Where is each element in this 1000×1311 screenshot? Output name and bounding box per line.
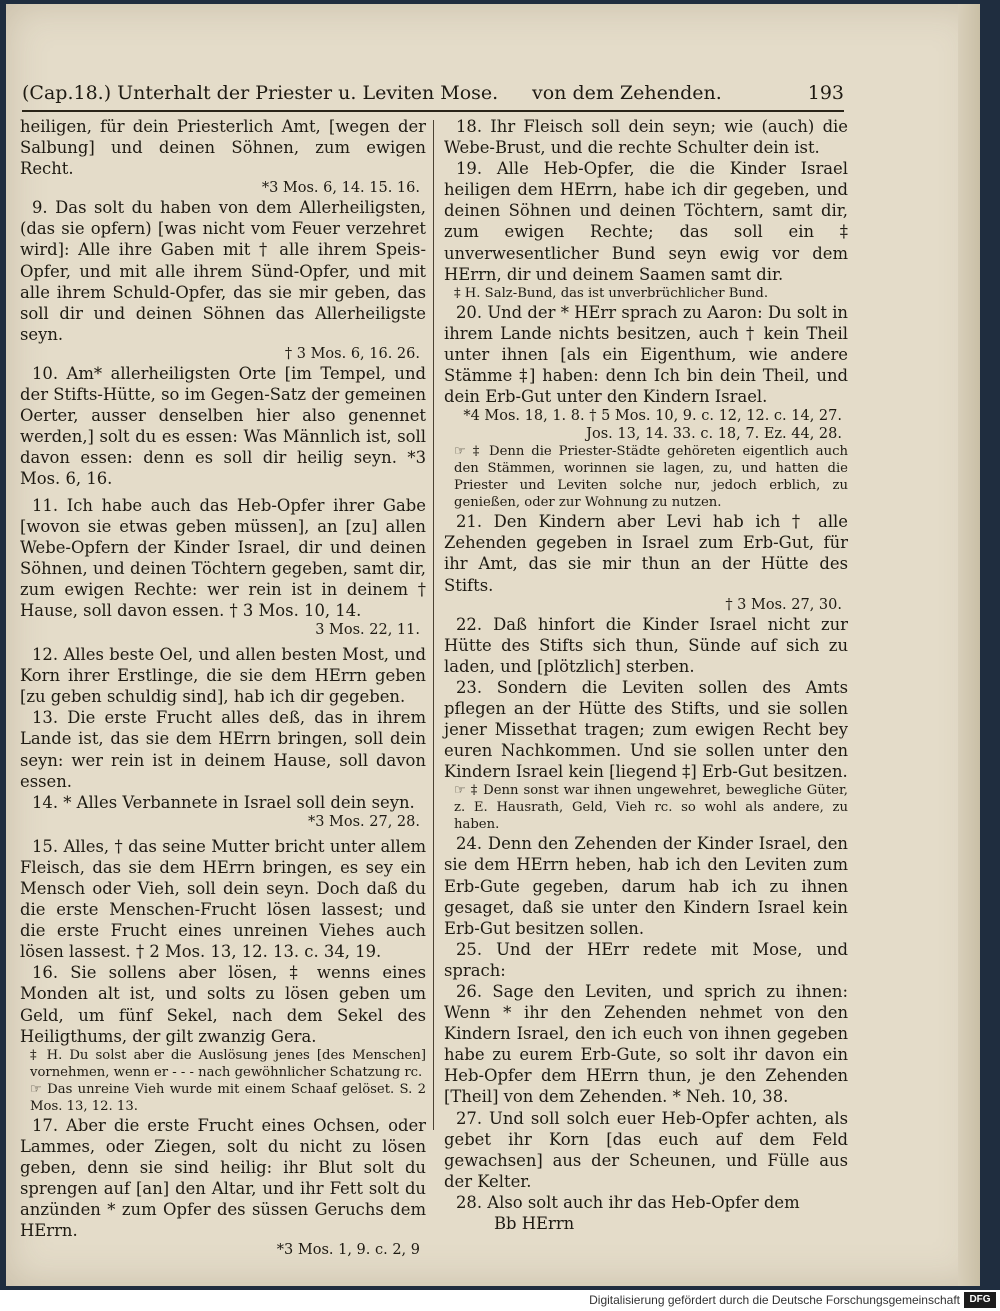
left-column	[20, 116, 426, 1259]
verse-paragraph: heiligen, für dein Priesterlich Amt, [wegen der Salbung] und deinen Söhnen, zum ewigen Recht.	[20, 117, 426, 179]
page-number: 193	[807, 82, 844, 104]
scripture-reference: 3 Mos. 22, 11.	[315, 622, 420, 639]
footnote: ☞ ‡ Denn die Priester-Städte gehöreten eigentlich auch den Stämmen, worinnen sie lagen, zu, und hatten die Priester und Leviten solche nur, jedoch erblich, zu genießen, oder zur Wohnung zu nutzen.	[454, 444, 848, 511]
verse-paragraph: 11. Ich habe auch das Heb-Opfer ihrer Gabe [wovon sie etwas geben müssen], an [zu] allen Webe-Opfern der Kinder Israel, dir und deinen Söhnen, und deinen Töchtern gegeben, samt dir, zum ewigen Rechte: wer rein ist in deinem † Hause, soll davon essen. † 3 Mos. 10, 14.	[20, 495, 426, 620]
verse-paragraph: 13. Die erste Frucht alles deß, das in ihrem Lande ist, das sie dem HErrn bringen, soll dein seyn: wer rein ist in deinem Hause, soll davon essen.	[20, 708, 426, 791]
scripture-reference: *3 Mos. 1, 9. c. 2, 9	[276, 1242, 420, 1259]
verse-paragraph: 25. Und der HErr redete mit Mose, und sprach:	[444, 939, 848, 980]
header-title: (Cap.18.) Unterhalt der Priester u. Leviten Mose.	[22, 82, 499, 104]
verse-paragraph: 10. Am* allerheiligsten Orte [im Tempel, und der Stifts-Hütte, so im Gegen-Satz der gemeinen Oerter, ausser denselben hier also genennet werden,] solt du es essen: Was Männlich ist, soll davon essen: denn es soll dir heilig seyn. *3 Mos. 6, 16.	[20, 363, 426, 489]
footer-bar	[0, 1290, 1000, 1311]
verse-paragraph: 22. Daß hinfort die Kinder Israel nicht zur Hütte des Stifts sich thun, Sünde auf sich zu laden, und [plötzlich] sterben.	[444, 614, 848, 676]
page-edge	[958, 4, 980, 1286]
verse-paragraph: 9. Das solt du haben von dem Allerheiligsten, (das sie opfern) [was nicht vom Feuer verzehret wird]: Alle ihre Gaben mit † alle ihrem Speis-Opfer, und mit alle ihrem Sünd-Opfer, und mit alle ihrem Schuld-Opfer, das sie mir geben, das soll dir und deinen Söhnen das Allerheiligste seyn.	[20, 198, 426, 344]
verse-paragraph: 15. Alles, † das seine Mutter bricht unter allem Fleisch, das sie dem HErrn bringen, es sey ein Mensch oder Vieh, soll dein seyn. Doch daß du die erste Menschen-Frucht lösen lassest; und die erste Frucht eines unreinen Viehes auch lösen lassest. † 2 Mos. 13, 12. 13. c. 34, 19.	[20, 836, 426, 962]
verse-paragraph: 17. Aber die erste Frucht eines Ochsen, oder Lammes, oder Ziegen, solt du nicht zu lösen geben, denn sie sind heilig: ihr Blut solt du sprengen auf [an] den Altar, und ihr Fett solt du anzünden * zum Opfer des süssen Geruchs dem HErrn.	[20, 1115, 426, 1241]
catchword-line: Bb HErrn	[494, 1214, 575, 1234]
verse-paragraph: 19. Alle Heb-Opfer, die die Kinder Israel heiligen dem HErrn, habe ich dir gegeben, und deinen Söhnen und deinen Töchtern, samt dir, zum ewigen Rechte; das soll ein ‡ unverwesentlicher Bund seyn ewig vor dem HErrn, dir und deinem Saamen samt dir.	[444, 159, 848, 284]
footnote: ☞ Das unreine Vieh wurde mit einem Schaaf gelöset. S. 2 Mos. 13, 12. 13.	[30, 1081, 426, 1114]
verse-paragraph: 27. Und soll solch euer Heb-Opfer achten, als gebet ihr Korn [das euch auf dem Feld gewachsen] aus der Scheunen, und Fülle aus der Kelter.	[444, 1108, 848, 1191]
running-header	[22, 80, 844, 112]
verse-paragraph: 14. * Alles Verbannete in Israel soll dein seyn.	[32, 792, 415, 812]
footnote: ‡ H. Du solst aber die Auslösung jenes [des Menschen] vornehmen, wenn er - - - nach gewöhnlicher Schatzung rc.	[30, 1047, 426, 1080]
scripture-reference: *3 Mos. 27, 28.	[307, 813, 420, 830]
dfg-logo: DFG	[964, 1292, 996, 1308]
column-divider	[433, 120, 434, 1130]
right-column	[444, 116, 848, 1234]
verse-paragraph: 28. Also solt auch ihr das Heb-Opfer dem	[456, 1192, 800, 1212]
funding-credit: Digitalisierung gefördert durch die Deutsche Forschungsgemeinschaft	[589, 1293, 960, 1307]
verse-paragraph: 18. Ihr Fleisch soll dein seyn; wie (auch) die Webe-Brust, und die rechte Schulter dein ist.	[444, 117, 848, 158]
footnote: ‡ H. Salz-Bund, das ist unverbrüchlicher Bund.	[454, 285, 769, 301]
verse-paragraph: 12. Alles beste Oel, und allen besten Most, und Korn ihrer Erstlinge, die sie dem HErrn geben [zu geben schuldig sind], hab ich dir gegeben.	[20, 645, 426, 707]
scripture-reference: *3 Mos. 6, 14. 15. 16.	[261, 180, 420, 197]
scripture-reference: † 3 Mos. 6, 16. 26.	[284, 345, 420, 362]
verse-paragraph: 20. Und der * HErr sprach zu Aaron: Du solt in ihrem Lande nichts besitzen, auch † kein Theil unter ihnen [als ein Eigenthum, wie andere Stämme ‡] haben: denn Ich bin dein Theil, und dein Erb-Gut unter den Kindern Israel.	[444, 302, 848, 407]
verse-paragraph: 16. Sie sollens aber lösen, ‡ wenns eines Monden alt ist, und solts zu lösen geben um Geld, um fünf Sekel, nach dem Sekel des Heiligthums, der gilt zwanzig Gera.	[20, 963, 426, 1046]
verse-paragraph: 26. Sage den Leviten, und sprich zu ihnen: Wenn * ihr den Zehenden nehmet von den Kindern Israel, den ich euch von ihnen gegeben habe zu eurem Erb-Gute, so solt ihr davon ein Heb-Opfer dem HErrn thun, je den Zehenden [Theil] von dem Zehenden. * Neh. 10, 38.	[444, 982, 848, 1107]
verse-paragraph: 23. Sondern die Leviten sollen des Amts pflegen an der Hütte des Stifts, und sie sollen jener Missethat tragen; zum ewigen Recht bey euren Nachkommen. Und sie sollen unter den Kindern Israel kein [liegend ‡] Erb-Gut besitzen.	[444, 677, 848, 782]
verse-paragraph: 24. Denn den Zehenden der Kinder Israel, den sie dem HErrn heben, hab ich den Leviten zum Erb-Gute gegeben, darum hab ich zu ihnen gesaget, daß sie unter den Kindern Israel kein Erb-Gut besitzen sollen.	[444, 834, 848, 938]
header-section: von dem Zehenden.	[532, 82, 722, 104]
footnote: ☞ ‡ Denn sonst war ihnen ungewehret, bewegliche Güter, z. E. Hausrath, Geld, Vieh rc. so wohl als andere, zu haben.	[454, 783, 848, 833]
scripture-reference: † 3 Mos. 27, 30.	[725, 596, 842, 613]
scripture-reference: *4 Mos. 18, 1. 8. † 5 Mos. 10, 9. c. 12, 12. c. 14, 27. Jos. 13, 14. 33. c. 18, 7. Ez. 44, 28.	[463, 408, 842, 443]
verse-paragraph: 21. Den Kindern aber Levi hab ich † alle Zehenden gegeben in Israel zum Erb-Gut, für ihr Amt, das sie mir thun an der Hütte des Stifts.	[444, 512, 848, 595]
